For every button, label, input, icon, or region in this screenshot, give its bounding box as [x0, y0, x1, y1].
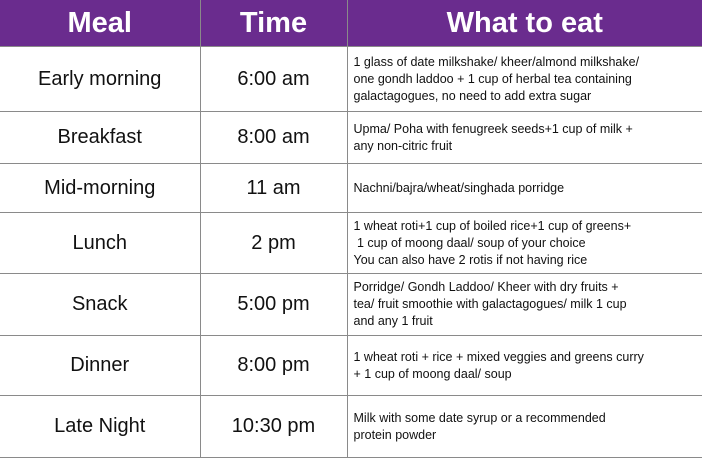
food-line: any non-citric fruit [353, 138, 453, 153]
food-cell [347, 213, 702, 274]
food-line: 1 wheat roti+1 cup of boiled rice+1 cup of greens+ [353, 218, 632, 233]
time-cell: 11 am [200, 164, 347, 213]
time-cell: 5:00 pm [200, 274, 347, 336]
food-line: Milk with some date syrup or a recommended [353, 410, 606, 425]
food-cell [347, 274, 702, 336]
food-line: and any 1 fruit [353, 314, 433, 328]
food-line: Porridge/ Gondh Laddoo/ Kheer with dry fruits + [353, 280, 619, 294]
food-line: 1 wheat roti + rice + mixed veggies and greens curry [353, 349, 644, 364]
meal-cell: Mid-morning [0, 164, 200, 213]
time-cell: 8:00 am [200, 112, 347, 164]
food-cell [347, 336, 702, 396]
food-line: Nachni/bajra/wheat/singhada porridge [353, 180, 565, 195]
food-line: 1 glass of date milkshake/ kheer/almond milkshake/ [353, 54, 640, 69]
food-cell [347, 47, 702, 112]
food-cell [347, 112, 702, 164]
table-row [0, 47, 702, 112]
meal-cell: Breakfast [0, 112, 200, 164]
food-line: + 1 cup of moong daal/ soup [353, 366, 512, 381]
meal-cell: Dinner [0, 336, 200, 396]
table-row [0, 396, 702, 458]
food-line: Upma/ Poha with fenugreek seeds+1 cup of milk + [353, 121, 633, 136]
meal-cell: Early morning [0, 47, 200, 112]
table-row [0, 274, 702, 336]
table-row [0, 112, 702, 164]
time-cell: 8:00 pm [200, 336, 347, 396]
food-cell [347, 396, 702, 458]
food-line: protein powder [353, 427, 437, 442]
food-line: galactagogues, no need to add extra sugar [353, 88, 592, 103]
food-line: 1 cup of moong daal/ soup of your choice [353, 235, 586, 250]
time-cell: 2 pm [200, 213, 347, 274]
header-meal: Meal [0, 0, 200, 47]
food-line: tea/ fruit smoothie with galactagogues/ milk 1 cup [353, 297, 627, 311]
meal-cell: Late Night [0, 396, 200, 458]
food-cell [347, 164, 702, 213]
header-row [0, 0, 702, 47]
table-row [0, 213, 702, 274]
header-what-to-eat: What to eat [347, 0, 702, 47]
table-header [0, 0, 702, 47]
table-row [0, 164, 702, 213]
header-time: Time [200, 0, 347, 47]
food-line: You can also have 2 rotis if not having rice [353, 252, 588, 267]
meal-cell: Lunch [0, 213, 200, 274]
time-cell: 6:00 am [200, 47, 347, 112]
food-line: one gondh laddoo + 1 cup of herbal tea containing [353, 71, 632, 86]
meal-cell: Snack [0, 274, 200, 336]
time-cell: 10:30 pm [200, 396, 347, 458]
table-body [0, 47, 702, 458]
table-row [0, 336, 702, 396]
